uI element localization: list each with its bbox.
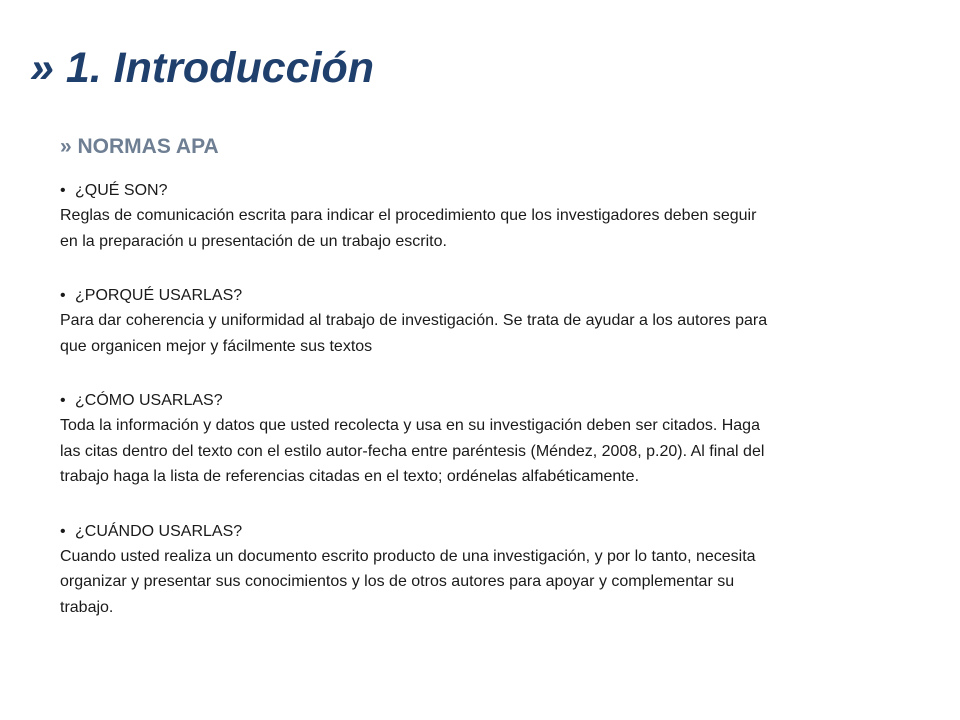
slide-title: » 1. Introducción: [30, 44, 375, 92]
section-como-usarlas: [60, 388, 930, 490]
section-text-line: Cuando usted realiza un documento escrito producto de una investigación, y por lo tanto, necesita: [60, 547, 756, 565]
section-text-line: organizar y presentar sus conocimientos y los de otros autores para apoyar y complementar su: [60, 573, 735, 590]
section-heading: [60, 178, 930, 203]
section-text-line: trabajo.: [60, 598, 114, 616]
bullet-icon: •: [60, 522, 66, 540]
content-body: [60, 178, 930, 620]
section-text-line: en la preparación u presentación de un trabajo escrito.: [60, 232, 447, 250]
bullet-icon: •: [60, 182, 66, 199]
section-text-line: trabajo haga la lista de referencias citadas en el texto; ordénelas alfabéticamente.: [60, 468, 640, 485]
section-cuando-usarlas: [60, 519, 930, 621]
section-text-line: Toda la información y datos que usted recolecta y usa en su investigación deben ser citados. Haga: [60, 417, 760, 434]
section-heading-text: ¿PORQUÉ USARLAS?: [75, 287, 243, 304]
section-heading-text: ¿QUÉ SON?: [75, 182, 168, 199]
section-text-line: que organicen mejor y fácilmente sus textos: [60, 337, 373, 355]
section-heading: [60, 283, 930, 308]
section-que-son: [60, 178, 930, 254]
section-heading: [60, 519, 930, 544]
section-porque-usarlas: [60, 283, 930, 359]
section-text-line: Reglas de comunicación escrita para indicar el procedimiento que los investigadores deben seguir: [60, 207, 757, 224]
section-heading: [60, 388, 930, 413]
bullet-icon: •: [60, 392, 66, 409]
section-heading-text: ¿CUÁNDO USARLAS?: [75, 522, 243, 540]
bullet-icon: •: [60, 287, 66, 304]
slide-subtitle: » NORMAS APA: [60, 135, 219, 158]
section-heading-text: ¿CÓMO USARLAS?: [75, 392, 223, 409]
section-text-line: las citas dentro del texto con el estilo autor-fecha entre paréntesis (Méndez, 2008, p.20). Al final del: [60, 442, 765, 460]
section-text-line: Para dar coherencia y uniformidad al trabajo de investigación. Se trata de ayudar a los autores para: [60, 312, 768, 329]
